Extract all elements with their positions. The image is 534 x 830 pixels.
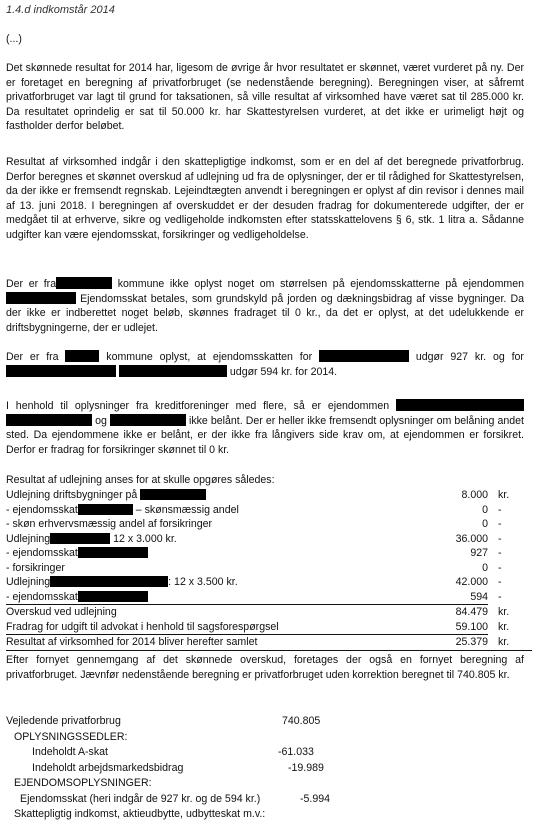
- text-fragment: Ejendomsskat betales, som grundskyld på jorden og dækningsbidrag af visse bygninger. Da der ikke er indberettet noget beløb, skønnes fradraget til 0 kr., da det er oplyst, at det udelukkende er driftsbygningerne, der er udlejet.: [6, 292, 524, 334]
- redaction-block: [65, 350, 99, 362]
- text-fragment: udgør 927 kr. og for: [415, 351, 524, 363]
- text-fragment: Der er fra: [6, 351, 59, 363]
- redaction-block: [110, 414, 186, 426]
- list-item: [6, 761, 324, 777]
- row-unit: -: [498, 547, 502, 559]
- row-unit: -: [498, 561, 502, 574]
- row-amount: 42.000: [455, 576, 488, 588]
- row-unit: kr.: [498, 489, 510, 501]
- list-item: [6, 745, 314, 761]
- row-amount: 8.000: [461, 489, 488, 501]
- redaction-block: [119, 365, 227, 377]
- calc-intro: Resultat af udlejning anses for at skulle opgøres således:: [6, 474, 275, 486]
- redaction-block: [396, 399, 524, 411]
- paragraph-text: Resultat af virksomhed indgår i den skattepligtige indkomst, som er en del af det beregnede privatforbrug. Derfor beregnes et skønnet overskud af udlejning ud fra de oplysninger, der er til rådighed for Skattestyrelsen, da der ikke er fremsendt regnskab. Lejeindtægten anvendt i beregningen er oplyst af din revisor i dennes mail af 13. juni 2018. I beregningen af overskuddet er der desuden fradrag for dokumenterede udgifter, der er medgået til at erhverve, sikre og vedligeholde indkomsten efter statsskattelovens § 6, stk. 1 litra a. Sådanne udgifter kan være ejendomsskat, forsikringer og vedligeholdelse.: [6, 156, 524, 241]
- redaction-block: [319, 350, 409, 362]
- paragraph-mortgage: [6, 399, 524, 457]
- table-row: [6, 620, 532, 635]
- row-label: - forsikringer: [6, 561, 65, 574]
- row-label-suffix: : 12 x 3.500 kr.: [168, 576, 238, 588]
- text-fragment: ikke belånt. Der er heller ikke fremsendt oplysninger om belåning andet sted. Da ejendommene ikke er belånt, er der ikke fra långivers side krav om, at ejendommen er forsikret. Derfor er fradrag for forsikringer skønnet til 0 kr.: [6, 414, 524, 456]
- list-item: [6, 730, 265, 746]
- row-label: Overskud ved udlejning: [6, 606, 117, 618]
- row-unit: kr.: [498, 620, 510, 633]
- redaction-block: [50, 576, 168, 587]
- row-amount: 594: [406, 590, 488, 605]
- list-item: [6, 714, 321, 730]
- row-label: Udlejning: [6, 532, 51, 545]
- item-label: Ejendomsskat (heri indgår de 927 kr. og de 594 kr.): [20, 792, 261, 805]
- table-row: [6, 561, 532, 576]
- paragraph-property-tax-reported: [6, 350, 524, 379]
- private-consumption-breakdown: [6, 714, 331, 823]
- table-row: [6, 575, 532, 590]
- list-item: [6, 792, 331, 808]
- row-label: - ejendomsskat: [6, 590, 78, 603]
- row-amount: 0: [482, 503, 488, 516]
- row-unit: kr.: [498, 605, 510, 618]
- paragraph-private-consumption: [6, 653, 524, 682]
- redaction-block: [78, 547, 148, 558]
- row-label-suffix: – skønsmæssig andel: [135, 503, 239, 516]
- item-value: -5.994: [300, 792, 331, 805]
- table-row-subtotal: [6, 605, 532, 620]
- row-unit: kr.: [488, 635, 532, 651]
- list-item: [6, 776, 265, 792]
- section-heading: 1.4.d indkomstår 2014: [6, 4, 115, 16]
- paragraph-text: Efter fornyet gennemgang af det skønnede overskud, foretages der også en fornyet beregning af privatforbruget. Jævnfør nedenstående beregning er privatforbruget uden korrektion beregnet til 740.805 kr.: [6, 654, 524, 681]
- row-label: Resultat af virksomhed for 2014 bliver herefter samlet: [6, 635, 406, 651]
- row-amount: 59.100: [406, 620, 488, 635]
- text-fragment: kommune ikke oplyst noget om størrelsen på ejendomsskatterne på ejendommen: [117, 278, 524, 290]
- redaction-block: [50, 533, 110, 544]
- text-fragment: udgør 594 kr. for 2014.: [229, 365, 338, 378]
- table-row: [6, 517, 532, 532]
- row-label-suffix: 12 x 3.000 kr.: [113, 532, 177, 545]
- table-row: [6, 503, 532, 518]
- text-fragment: I henhold til oplysninger fra kreditforeninger med flere, så er ejendommen: [6, 400, 390, 412]
- row-unit: -: [498, 518, 502, 530]
- item-value: -19.989: [288, 761, 324, 774]
- row-amount: 0: [482, 561, 488, 574]
- row-label: - ejendomsskat: [6, 547, 78, 559]
- item-label: Indeholdt arbejdsmarkedsbidrag: [32, 761, 184, 774]
- table-row-total: [6, 635, 532, 651]
- row-label: - skøn erhvervsmæssig andel af forsikringer: [6, 518, 213, 530]
- row-label: Udlejning driftsbygninger på: [6, 489, 138, 501]
- redaction-block: [78, 504, 133, 515]
- paragraph-text: Det skønnede resultat for 2014 har, ligesom de øvrige år hvor resultatet er skønnet, været vurderet på ny. Der er foretaget en beregning af privatforbruget (se nedenstående beregning). Beregningen viser, at såfremt privatforbruget var lagt til grund for taksationen, så ville resultat af virksomhed have været sat til 285.000 kr. Da resultatet oprindelig er sat til 50.000 kr. har Skattestyrelsen vurderet, at det ikke er urimeligt højt og fastholder derfor beløbet.: [6, 62, 524, 132]
- row-amount: 84.479: [455, 606, 488, 618]
- section-label: EJENDOMSOPLYSNINGER:: [14, 777, 152, 789]
- ellipsis-marker: (...): [6, 33, 22, 45]
- list-item: [6, 807, 265, 823]
- item-value: 740.805: [282, 715, 321, 727]
- paragraph-rental-income: [6, 155, 524, 242]
- redaction-block: [140, 489, 206, 500]
- table-row: [6, 590, 532, 605]
- table-row: [6, 546, 532, 561]
- item-value: -61.033: [278, 746, 314, 758]
- text-fragment: kommune oplyst, at ejendomsskatten for: [106, 351, 313, 363]
- paragraph-property-tax-unreported: [6, 277, 524, 335]
- row-unit: -: [498, 532, 502, 545]
- row-amount: 25.379: [406, 635, 488, 651]
- section-label: OPLYSNINGSSEDLER:: [14, 730, 128, 743]
- row-label: Udlejning: [6, 576, 51, 588]
- section-label: Skattepligtig indkomst, aktieudbytte, udbytteskat m.v.:: [14, 808, 266, 820]
- item-label: Indeholdt A-skat: [32, 746, 108, 758]
- paragraph-estimated-result: [6, 61, 524, 134]
- item-label: Vejledende privatforbrug: [6, 715, 121, 727]
- rental-calculation-table: [6, 488, 532, 651]
- table-row: [6, 488, 532, 503]
- redaction-block: [6, 292, 76, 304]
- row-label: Fradrag for udgift til advokat i henhold til sagsforespørgsel: [6, 620, 406, 635]
- row-unit: -: [498, 503, 502, 516]
- row-amount: 36.000: [455, 532, 488, 545]
- redaction-block: [6, 414, 92, 426]
- table-row: [6, 532, 532, 547]
- text-fragment: Der er fra: [6, 278, 57, 290]
- row-label: - ejendomsskat: [6, 503, 78, 516]
- row-unit: -: [498, 590, 502, 603]
- row-amount: 0: [482, 518, 488, 530]
- redaction-block: [78, 591, 148, 602]
- redaction-block: [56, 277, 112, 289]
- row-unit: -: [498, 576, 502, 588]
- row-amount: 927: [470, 547, 488, 559]
- text-fragment: og: [95, 414, 107, 427]
- redaction-block: [6, 365, 116, 377]
